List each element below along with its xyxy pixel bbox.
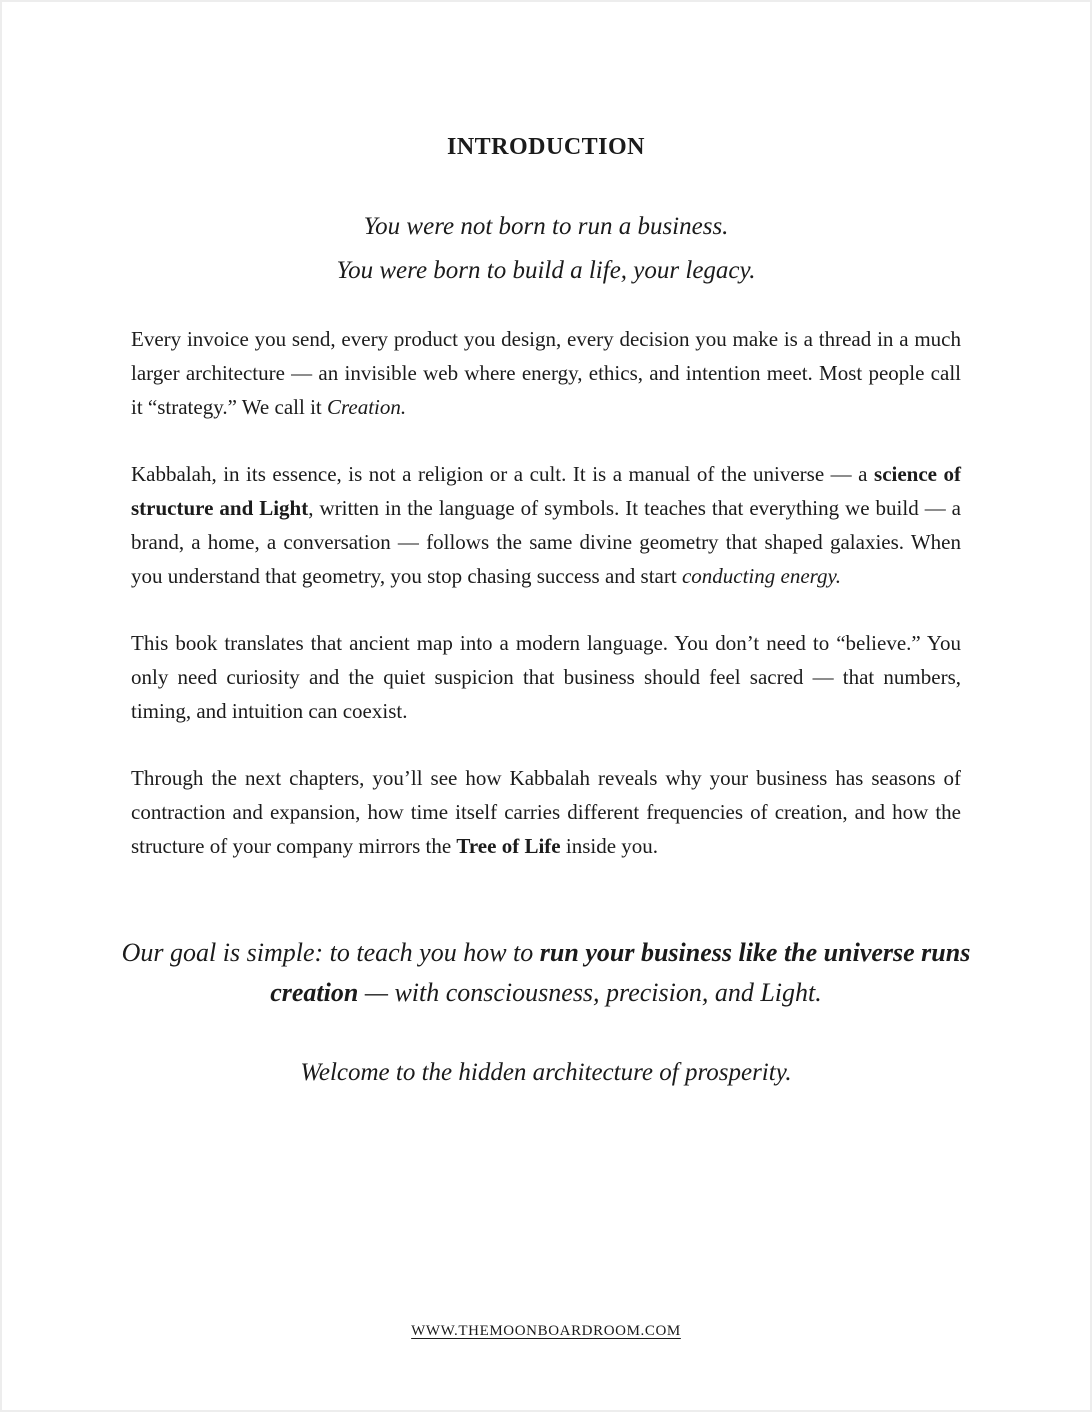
website-link[interactable]: WWW.THEMOONBOARDROOM.COM [411, 1323, 681, 1339]
epigraph-line-2: You were born to build a life, your legacy. [336, 257, 756, 284]
page-footer [2, 1322, 1090, 1340]
paragraph-kabbalah: Kabbalah, in its essence, is not a religion or a cult. It is a manual of the universe — a science of structure and Light, written in the language of symbols. It teaches that everything we build — a brand, a home, a conversation — follows the same divine geometry that shaped galaxies. When you understand that geometry, you stop chasing success and start conducting energy. [131, 462, 961, 588]
goal-statement: Our goal is simple: to teach you how to run your business like the universe runs creation — with consciousness, precision, and Light. [121, 938, 971, 1007]
epigraph [2, 205, 1090, 293]
welcome-line: Welcome to the hidden architecture of prosperity. [300, 1059, 792, 1086]
body-content [131, 322, 961, 863]
paragraph-next-chapters: Through the next chapters, you’ll see how Kabbalah reveals why your business has seasons of contraction and expansion, how time itself carries different frequencies of creation, and how the structure of your company mirrors the Tree of Life inside you. [131, 766, 961, 858]
page-title: INTRODUCTION [446, 134, 646, 160]
paragraph-this-book: This book translates that ancient map into a modern language. You don’t need to “believe.” You only need curiosity and the quiet suspicion that business should feel sacred — that numbers, timing, and intuition can coexist. [131, 631, 961, 723]
epigraph-line-1: You were not born to run a business. [363, 213, 729, 240]
paragraph-creation: Every invoice you send, every product you design, every decision you make is a thread in a much larger architecture — an invisible web where energy, ethics, and intention meet. Most people call it “strategy.” We call it Creation. [131, 327, 961, 419]
